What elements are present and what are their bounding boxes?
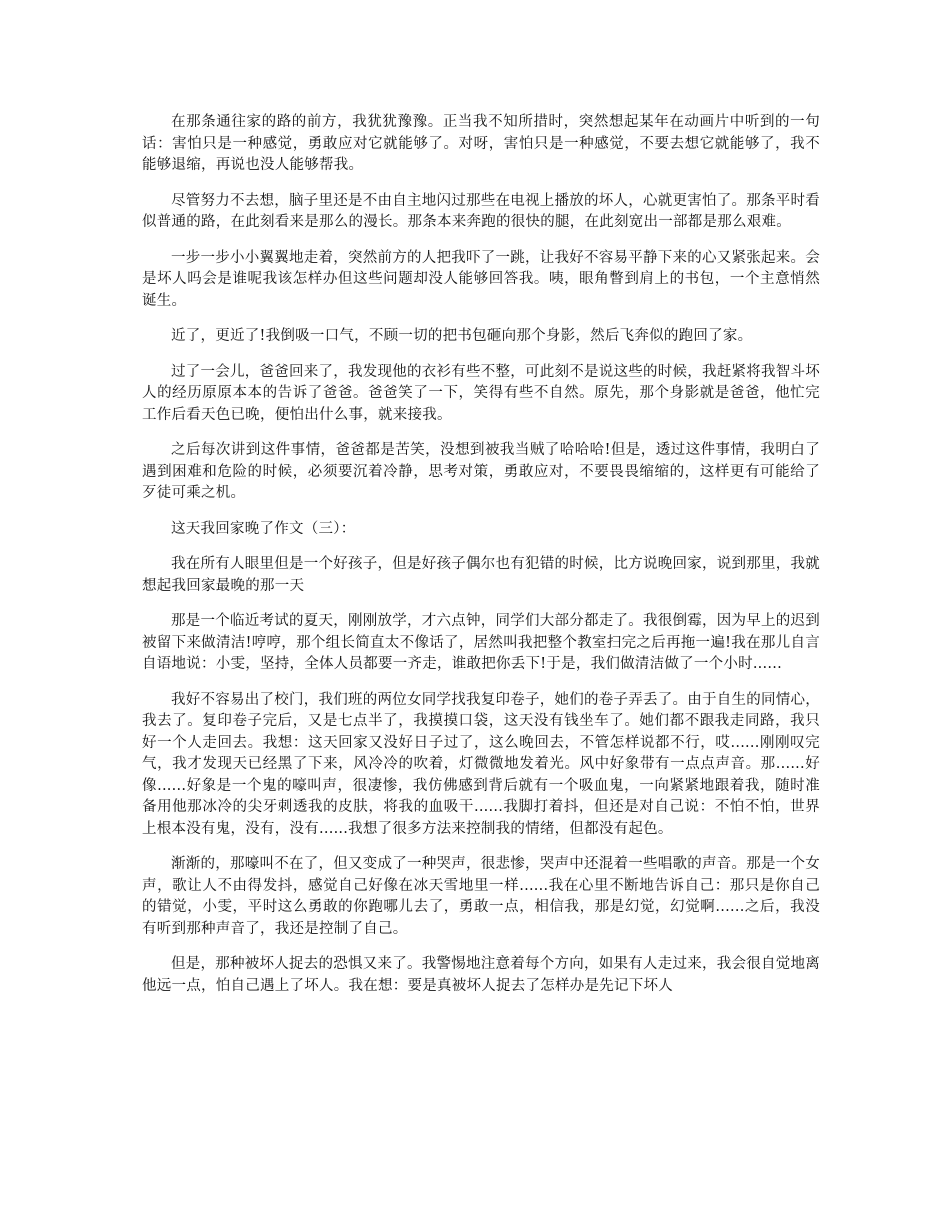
paragraph-1: 在那条通往家的路的前方，我犹犹豫豫。正当我不知所措时，突然想起某年在动画片中听到的一句话：害怕只是一种感觉，勇敢应对它就能够了。对呀，害怕只是一种感觉，不要去想它就能够了，我不能够退缩，再说也没人能够帮我。 [142,114,820,173]
paragraph-4: 近了，更近了!我倒吸一口气，不顾一切的把书包砸向那个身影，然后飞奔似的跑回了家。 [171,328,753,344]
paragraph-11: 渐渐的，那嚎叫不在了，但又变成了一种哭声，很悲惨，哭声中还混着一些唱歌的声音。那是一个女声，歌让人不由得发抖，感觉自己好像在冰天雪地里一样......我在心里不断地告诉自己：那只是你自己的错觉，小雯，平时这么勇敢的你跑哪儿去了，勇敢一点，相信我，那是幻觉，幻觉啊......之后，我没有听到那种声音了，我还是控制了自己。 [142,856,820,937]
paragraph-8: 我在所有人眼里但是一个好孩子，但是好孩子偶尔也有犯错的时候，比方说晚回家，说到那里，我就想起我回家最晚的那一天 [142,556,820,594]
section-heading: 这天我回家晚了作文（三）： [171,520,356,537]
paragraph-2: 尽管努力不去想，脑子里还是不由自主地闪过那些在电视上播放的坏人，心就更害怕了。那条平时看似普通的路，在此刻看来是那么的漫长。那条本来奔跑的很快的腿，在此刻宽出一部都是那么艰难。 [142,192,820,230]
paragraph-12: 但是，那种被坏人捉去的恐惧又来了。我警惕地注意着每个方向，如果有人走过来，我会很自觉地离他远一点，怕自己遇上了坏人。我在想：要是真被坏人捉去了怎样办是先记下坏人 [142,956,820,994]
paragraph-9: 那是一个临近考试的夏天，刚刚放学，才六点钟，同学们大部分都走了。我很倒霉，因为早上的迟到被留下来做清洁!哼哼，那个组长简直太不像话了，居然叫我把整个教室扫完之后再拖一遍!我在那儿自言自语地说：小雯，坚持，全体人员都要一齐走，谁敢把你丢下!于是，我们做清洁做了一个小时...... [142,613,820,672]
paragraph-6: 之后每次讲到这件事情，爸爸都是苦笑，没想到被我当贼了哈哈哈!但是，透过这件事情，我明白了遇到困难和危险的时候，必须要沉着冷静，思考对策，勇敢应对，不要畏畏缩缩的，这样更有可能给了歹徒可乘之机。 [142,442,820,501]
paragraph-10: 我好不容易出了校门，我们班的两位女同学找我复印卷子，她们的卷子弄丢了。由于自生的同情心，我去了。复印卷子完后，又是七点半了，我摸摸口袋，这天没有钱坐车了。她们都不跟我走同路，我只好一个人走回去。我想：这天回家又没好日子过了，这么晚回去，不管怎样说都不行，哎......刚刚叹完气，我才发现天已经黑了下来，风冷冷的吹着，灯微微地发着光。风中好象带有一点点声音。那......好像......好象是一个鬼的嚎叫声，很凄惨，我仿佛感到背后就有一个吸血鬼，一向紧紧地跟着我，随时准备用他那冰冷的尖牙刺透我的皮肤，将我的血吸干......我脚打着抖，但还是对自己说：不怕不怕，世界上根本没有鬼，没有，没有......我想了很多方法来控制我的情绪，但都没有起色。 [142,691,820,837]
document-page [142,112,820,1011]
paragraph-3: 一步一步小小翼翼地走着，突然前方的人把我吓了一跳，让我好不容易平静下来的心又紧张起来。会是坏人吗会是谁呢我该怎样办但这些问题却没人能够回答我。咦，眼角瞥到肩上的书包，一个主意悄然诞生。 [142,249,820,309]
paragraph-5: 过了一会儿，爸爸回来了，我发现他的衣衫有些不整，可此刻不是说这些的时候，我赶紧将我智斗坏人的经历原原本本的告诉了爸爸。爸爸笑了一下，笑得有些不自然。原先，那个身影就是爸爸，他忙完工作后看天色已晚，便怕出什么事，就来接我。 [142,363,820,423]
